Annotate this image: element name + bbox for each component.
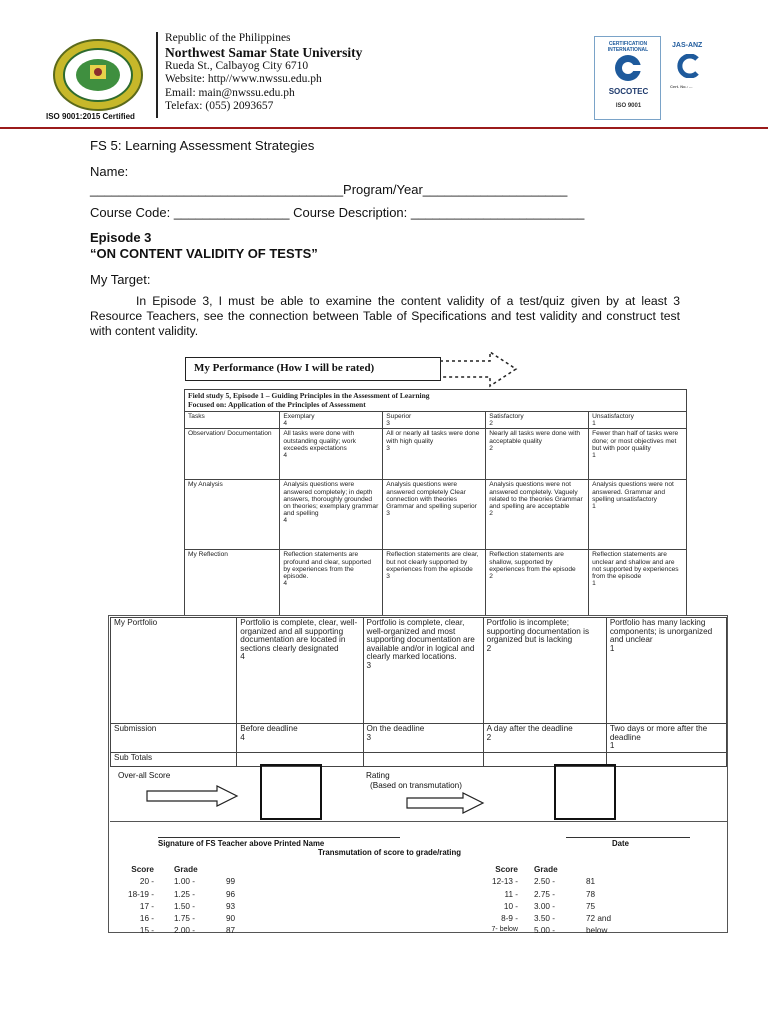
subtotals-row (111, 752, 727, 766)
university-seal-logo (52, 39, 144, 111)
overall-arrow-icon (145, 785, 239, 807)
right-score-column: Score 12-13 - 11 - 10 - 8-9 - 7- below (491, 865, 518, 934)
name-program-line[interactable]: ___________________________________Program/Year____________________ (90, 182, 568, 197)
iso-certified-label: ISO 9001:2015 Certified (46, 112, 135, 121)
rubric-row-portfolio: My Portfolio Portfolio is complete, clear, well-organized and all supporting documentation are located in sections clearly designated 4 Portfolio is complete, clear, well-organized and most supporting documentation are available and/or in logical and clearly marked locations. 3 Portfolio is incomplete; supporting documentation is organized but is lacking 2 Portfolio has many lacking components; is unorganized and unclear 1 (111, 618, 727, 724)
signature-label: Signature of FS Teacher above Printed Name (158, 839, 325, 848)
university-name: Northwest Samar State University (165, 45, 363, 61)
jas-anz-badge (666, 36, 718, 94)
jas-cert-number: Cert. No.: ... (670, 84, 693, 89)
right-rating-column: 81 78 75 72 and below (586, 877, 612, 936)
target-label: My Target: (90, 272, 151, 287)
col-header-tasks: Tasks (185, 412, 280, 429)
left-score-column: Score 20 - 18-19 - 17 - 16 - 15 - (128, 865, 154, 936)
course-code-line[interactable]: Course Code: ________________ Course Description: ________________________ (90, 205, 585, 220)
rating-label: Rating (366, 771, 390, 780)
task-cell: Submission (111, 724, 237, 753)
telefax-line: Telefax: (055) 2093657 (165, 99, 274, 112)
subtotal-cell[interactable] (606, 752, 726, 766)
header-divider (156, 32, 158, 118)
country-line: Republic of the Philippines (165, 32, 291, 44)
performance-rubric-table (184, 389, 687, 616)
left-grade-column: Grade 1.00 - 1.25 - 1.50 - 1.75 - 2.00 - (174, 865, 198, 936)
header-rule (0, 127, 768, 129)
performance-banner: My Performance (How I will be rated) (185, 357, 441, 381)
task-cell: My Portfolio (111, 618, 237, 724)
transmutation-title: Transmutation of score to grade/rating (318, 848, 461, 857)
section-divider (110, 821, 727, 822)
date-label: Date (612, 839, 629, 848)
rubric-row-submission: Submission Before deadline 4 On the deadline 3 A day after the deadline 2 Two days or more after the deadline 1 (111, 724, 727, 753)
left-rating-column: 99 96 93 90 87 (226, 877, 236, 936)
subtotal-cell[interactable] (363, 752, 483, 766)
right-grade-column: Grade 2.50 - 2.75 - 3.00 - 3.50 - 5.00 - (534, 865, 558, 936)
portfolio-rubric-table (110, 617, 727, 767)
jas-anz-logo-icon (676, 54, 702, 78)
socotec-certification-badge (594, 36, 661, 120)
task-cell: Observation/ Documentation (185, 429, 280, 480)
task-cell: My Analysis (185, 480, 280, 550)
target-paragraph: In Episode 3, I must be able to examine the content validity of a test/quiz given by at least 3 Resource Teachers, see the connection between Table of Specifications and test validity and construct test with content validity. (90, 294, 680, 338)
date-line[interactable] (566, 837, 690, 838)
cert-iso-text: ISO 9001 (615, 103, 642, 109)
address-line: Rueda St., Calbayog City 6710 (165, 60, 309, 73)
rubric-row-observation: Observation/ Documentation All tasks were done with outstanding quality; work exceeds expectations 4 All or nearly all tasks were done with high quality 3 Nearly all tasks were done with acceptable quality 2 Fewer than half of tasks were done; or most objectives met but with poor quality 1 (185, 429, 687, 480)
rating-box[interactable] (554, 764, 616, 820)
col-header-superior: Superior 3 (383, 412, 486, 429)
overall-score-label: Over-all Score (118, 771, 171, 780)
website-line: Website: http//www.nwssu.edu.ph (165, 73, 322, 86)
episode-number: Episode 3 (90, 230, 152, 245)
signature-line[interactable] (158, 837, 400, 838)
focus-title: Focused on: Application of the Principles of Assessment (188, 400, 366, 409)
rating-arrow-icon (405, 792, 485, 814)
course-title: FS 5: Learning Assessment Strategies (90, 138, 315, 153)
cert-brand-text: SOCOTEC (608, 87, 649, 96)
name-label: Name: (90, 164, 129, 179)
col-header-satisfactory: Satisfactory 2 (486, 412, 589, 429)
col-header-unsatisfactory: Unsatisfactory 1 (589, 412, 687, 429)
task-cell: My Reflection (185, 550, 280, 616)
field-study-title: Field study 5, Episode 1 – Guiding Principles in the Assessment of Learning (188, 391, 430, 400)
cert-top-text: CERTIFICATION INTERNATIONAL (607, 41, 649, 53)
rubric-row-reflection: My Reflection Reflection statements are profound and clear, supported by experiences from the episode. 4 Reflection statements are clear, but not clearly supported by experiences from the episode 3 Reflection statements are shallow, supported by experiences from the episode 2 Reflection statements are unclear and shallow and are not supported by experiences from the episode 1 (185, 550, 687, 616)
rating-note: (Based on transmutation) (370, 781, 462, 790)
overall-score-box[interactable] (260, 764, 322, 820)
episode-title: “ON CONTENT VALIDITY OF TESTS” (90, 246, 318, 261)
socotec-logo-icon (611, 53, 645, 83)
email-line: Email: main@nwssu.edu.ph (165, 86, 295, 99)
letterhead (165, 32, 362, 113)
jas-anz-text: JAS-ANZ (672, 42, 703, 49)
rubric-row-analysis: My Analysis Analysis questions were answered completely; in depth answers, thoroughly grounded on theories; exemplary grammar and spelling 4 Analysis questions were answered completely Clear connection with theories Grammar and spelling superior 3 Analysis questions were not answered completely. Vaguely related to the theories Grammar and spelling are acceptable 2 Analysis questions were not answered. Grammar and spelling unsatisfactory 1 (185, 480, 687, 550)
col-header-exemplary: Exemplary 4 (280, 412, 383, 429)
subtotals-label: Sub Totals (111, 752, 237, 766)
